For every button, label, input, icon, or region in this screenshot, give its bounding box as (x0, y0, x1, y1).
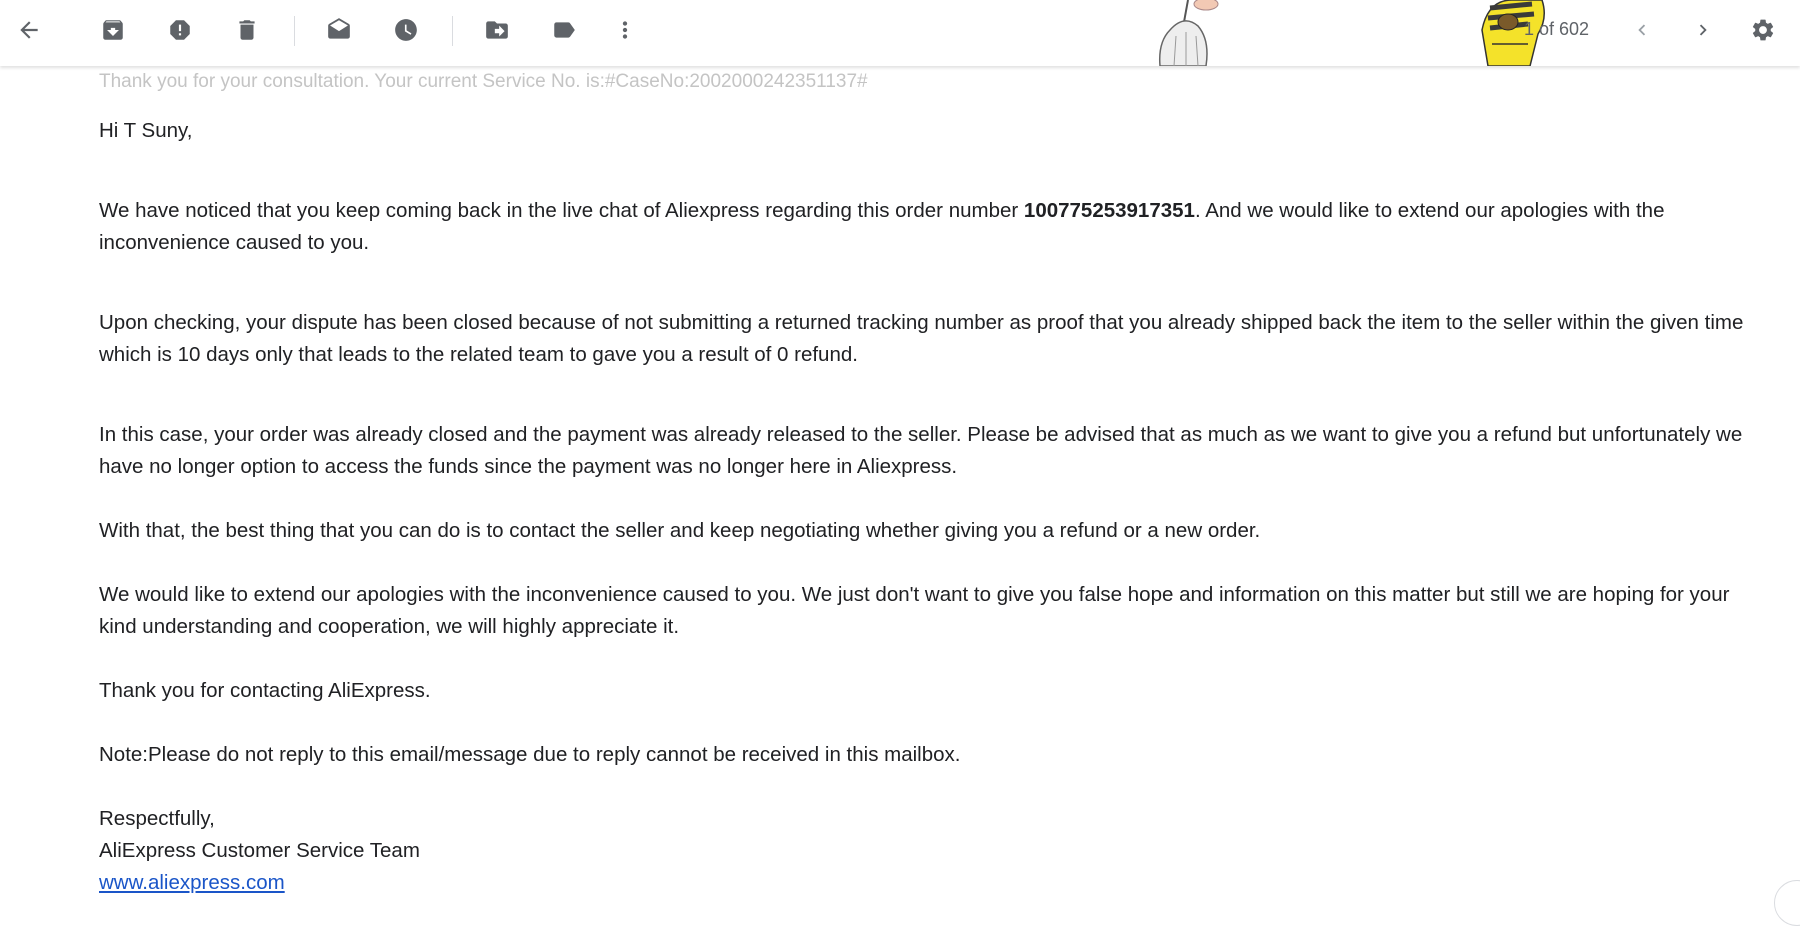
report-spam-icon (167, 17, 193, 43)
order-number: 100775253917351 (1023, 199, 1195, 222)
snooze-button[interactable] (386, 10, 426, 50)
email-signature-team: AliExpress Customer Service Team (99, 839, 420, 862)
email-paragraph: In this case, your order was already closed and the payment was already released to the seller. Please be advised that as much as we want to give you a refund but unfortunately we have no longer option to access the funds since the payment was no longer here in Aliexpress. (99, 423, 1743, 478)
more-options-button[interactable] (605, 10, 645, 50)
email-body (99, 66, 1769, 899)
more-vert-icon (612, 17, 638, 43)
email-paragraph: We would like to extend our apologies with the inconvenience caused to you. We just don't want to give you false hope and information on this matter but still we are hoping for your kind understanding and cooperation, we will highly appreciate it. (99, 583, 1730, 638)
move-to-button[interactable] (477, 10, 517, 50)
paragraph-text: . And we would like to extend our apologies with the inconvenience caused to you. (99, 199, 1665, 254)
back-arrow-icon (16, 17, 42, 43)
email-paragraph: With that, the best thing that you can do is to contact the seller and keep negotiating whether giving you a refund or a new order. (99, 519, 1261, 542)
settings-button[interactable] (1743, 10, 1783, 50)
chevron-left-icon (1631, 19, 1653, 41)
email-paragraph: Thank you for contacting AliExpress. (99, 679, 431, 702)
chevron-right-icon (1692, 19, 1714, 41)
move-to-icon (484, 17, 510, 43)
back-button[interactable] (9, 10, 49, 50)
archive-icon (100, 17, 126, 43)
label-button[interactable] (544, 10, 584, 50)
email-paragraph (99, 195, 1769, 259)
aliexpress-link[interactable]: www.aliexpress.com (99, 871, 285, 894)
mark-unread-button[interactable] (319, 10, 359, 50)
newer-message-button[interactable] (1622, 10, 1662, 50)
gear-icon (1750, 17, 1776, 43)
report-spam-button[interactable] (160, 10, 200, 50)
email-note: Note:Please do not reply to this email/message due to reply cannot be received in this mailbox. (99, 743, 961, 766)
snooze-icon (393, 17, 419, 43)
toolbar-divider (452, 16, 453, 46)
paragraph-text: We have noticed that you keep coming back in the live chat of Aliexpress regarding this order number (99, 199, 1024, 222)
side-panel-toggle[interactable] (1774, 880, 1800, 926)
email-paragraph: Upon checking, your dispute has been closed because of not submitting a returned tracking number as proof that you already shipped back the item to the seller within the given time which is 10 days only that leads to the related team to gave you a result of 0 refund. (99, 311, 1744, 366)
delete-icon (234, 17, 260, 43)
delete-button[interactable] (227, 10, 267, 50)
archive-button[interactable] (93, 10, 133, 50)
toolbar-divider (294, 16, 295, 46)
older-message-button[interactable] (1683, 10, 1723, 50)
email-preheader: Thank you for your consultation. Your current Service No. is:#CaseNo:2002000242351137# (99, 71, 868, 92)
theme-character-illustration (1140, 0, 1230, 66)
label-icon (551, 17, 577, 43)
email-signoff: Respectfully, (99, 807, 215, 830)
email-toolbar (0, 0, 1800, 66)
mark-unread-icon (326, 17, 352, 43)
email-greeting: Hi T Suny, (99, 119, 193, 142)
message-counter: 1 of 602 (1524, 19, 1590, 39)
